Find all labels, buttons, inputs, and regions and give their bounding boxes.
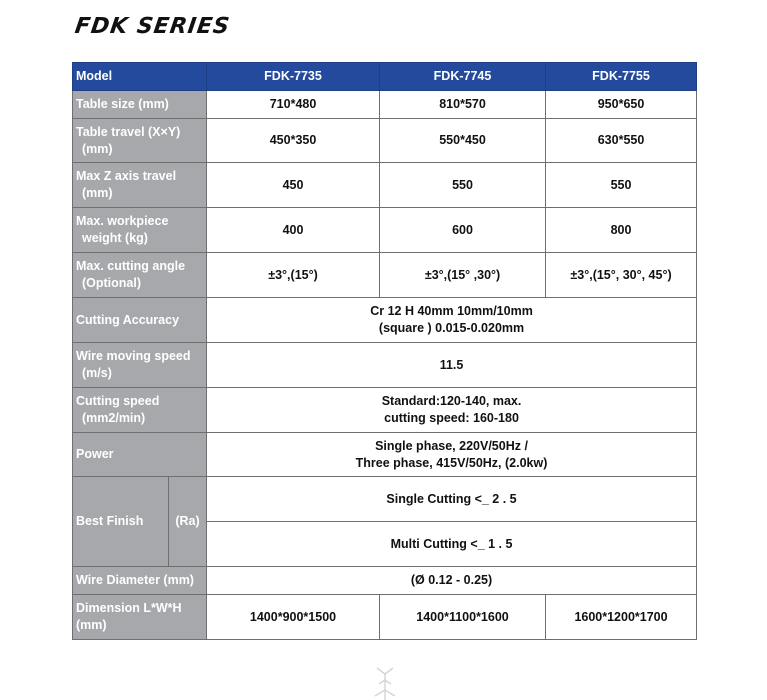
cell-value: 450 [207,163,380,208]
row-label: Wire Diameter (mm) [73,567,207,595]
table-row [73,91,697,119]
table-row [73,595,697,640]
cell-value: 550 [546,163,697,208]
cell-value: 630*550 [546,119,697,163]
table-row [73,119,697,163]
row-label-line: (m/s) [82,366,112,380]
table-row [73,433,697,477]
table-row [73,567,697,595]
header-row [73,63,697,91]
table-row [73,388,697,433]
cell-line: Cr 12 H 40mm 10mm/10mm [370,304,533,318]
table-row [73,477,697,522]
cell-value: 1600*1200*1700 [546,595,697,640]
cell-value [207,388,697,433]
table-row [73,208,697,253]
brand-mark-icon [372,664,398,700]
best-finish-unit: (Ra) [169,477,207,567]
row-label-line: (mm) [76,618,107,632]
cell-value: ±3°,(15° ,30°) [380,253,546,298]
cell-value: 1400*900*1500 [207,595,380,640]
cell-value [207,298,697,343]
row-label: Power [73,433,207,477]
row-label-line: weight (kg) [82,231,148,245]
row-label [73,388,207,433]
row-label-line: (Optional) [82,276,142,290]
row-label-line: Wire moving speed [76,349,191,363]
cell-line: Standard:120-140, max. [381,394,522,408]
cell-value: 450*350 [207,119,380,163]
table-row [73,163,697,208]
cell-value: Single Cutting <_ 2 . 5 [207,477,697,522]
row-label-line: Max Z axis travel [76,169,177,183]
row-label-line: Max. workpiece [76,214,169,228]
cell-value: 710*480 [207,91,380,119]
model-fdk-7755: FDK-7755 [546,63,697,91]
cell-line: cutting speed: 160-180 [384,411,519,425]
row-label-line: Max. cutting angle [76,259,186,273]
table-row [73,343,697,388]
row-label [73,343,207,388]
cell-value: (Ø 0.12 - 0.25) [207,567,697,595]
model-fdk-7735: FDK-7735 [207,63,380,91]
cell-value: ±3°,(15°, 30°, 45°) [546,253,697,298]
cell-line: Single phase, 220V/50Hz / [375,438,528,453]
row-label-line: Table travel (X×Y) [76,124,181,139]
cell-value: 550 [380,163,546,208]
page-title: FDK SERIES [73,14,232,39]
row-label [73,119,207,163]
model-header: Model [73,63,207,91]
spec-table [72,62,697,640]
cell-value: Multi Cutting <_ 1 . 5 [207,522,697,567]
cell-value: ±3°,(15°) [207,253,380,298]
row-label-line: Cutting speed [76,394,160,408]
cell-value: 400 [207,208,380,253]
row-label-line: (mm) [82,186,113,200]
row-label [73,208,207,253]
model-fdk-7745: FDK-7745 [380,63,546,91]
cell-value: 950*650 [546,91,697,119]
row-label-line: Dimension L*W*H [76,601,182,615]
table-row [73,253,697,298]
row-label: Cutting Accuracy [73,298,207,343]
cell-value [207,433,697,477]
table-row [73,298,697,343]
row-label [73,253,207,298]
row-label-line: (mm) [82,141,113,156]
cell-line: (square ) 0.015-0.020mm [378,321,525,335]
cell-value: 600 [380,208,546,253]
cell-value: 11.5 [207,343,697,388]
row-label: Table size (mm) [73,91,207,119]
row-label [73,163,207,208]
cell-value: 810*570 [380,91,546,119]
best-finish-label: Best Finish [73,477,169,567]
cell-line: Three phase, 415V/50Hz, (2.0kw) [355,455,548,470]
cell-value: 800 [546,208,697,253]
cell-value: 550*450 [380,119,546,163]
row-label-line: (mm2/min) [82,411,146,425]
cell-value: 1400*1100*1600 [380,595,546,640]
row-label [73,595,207,640]
